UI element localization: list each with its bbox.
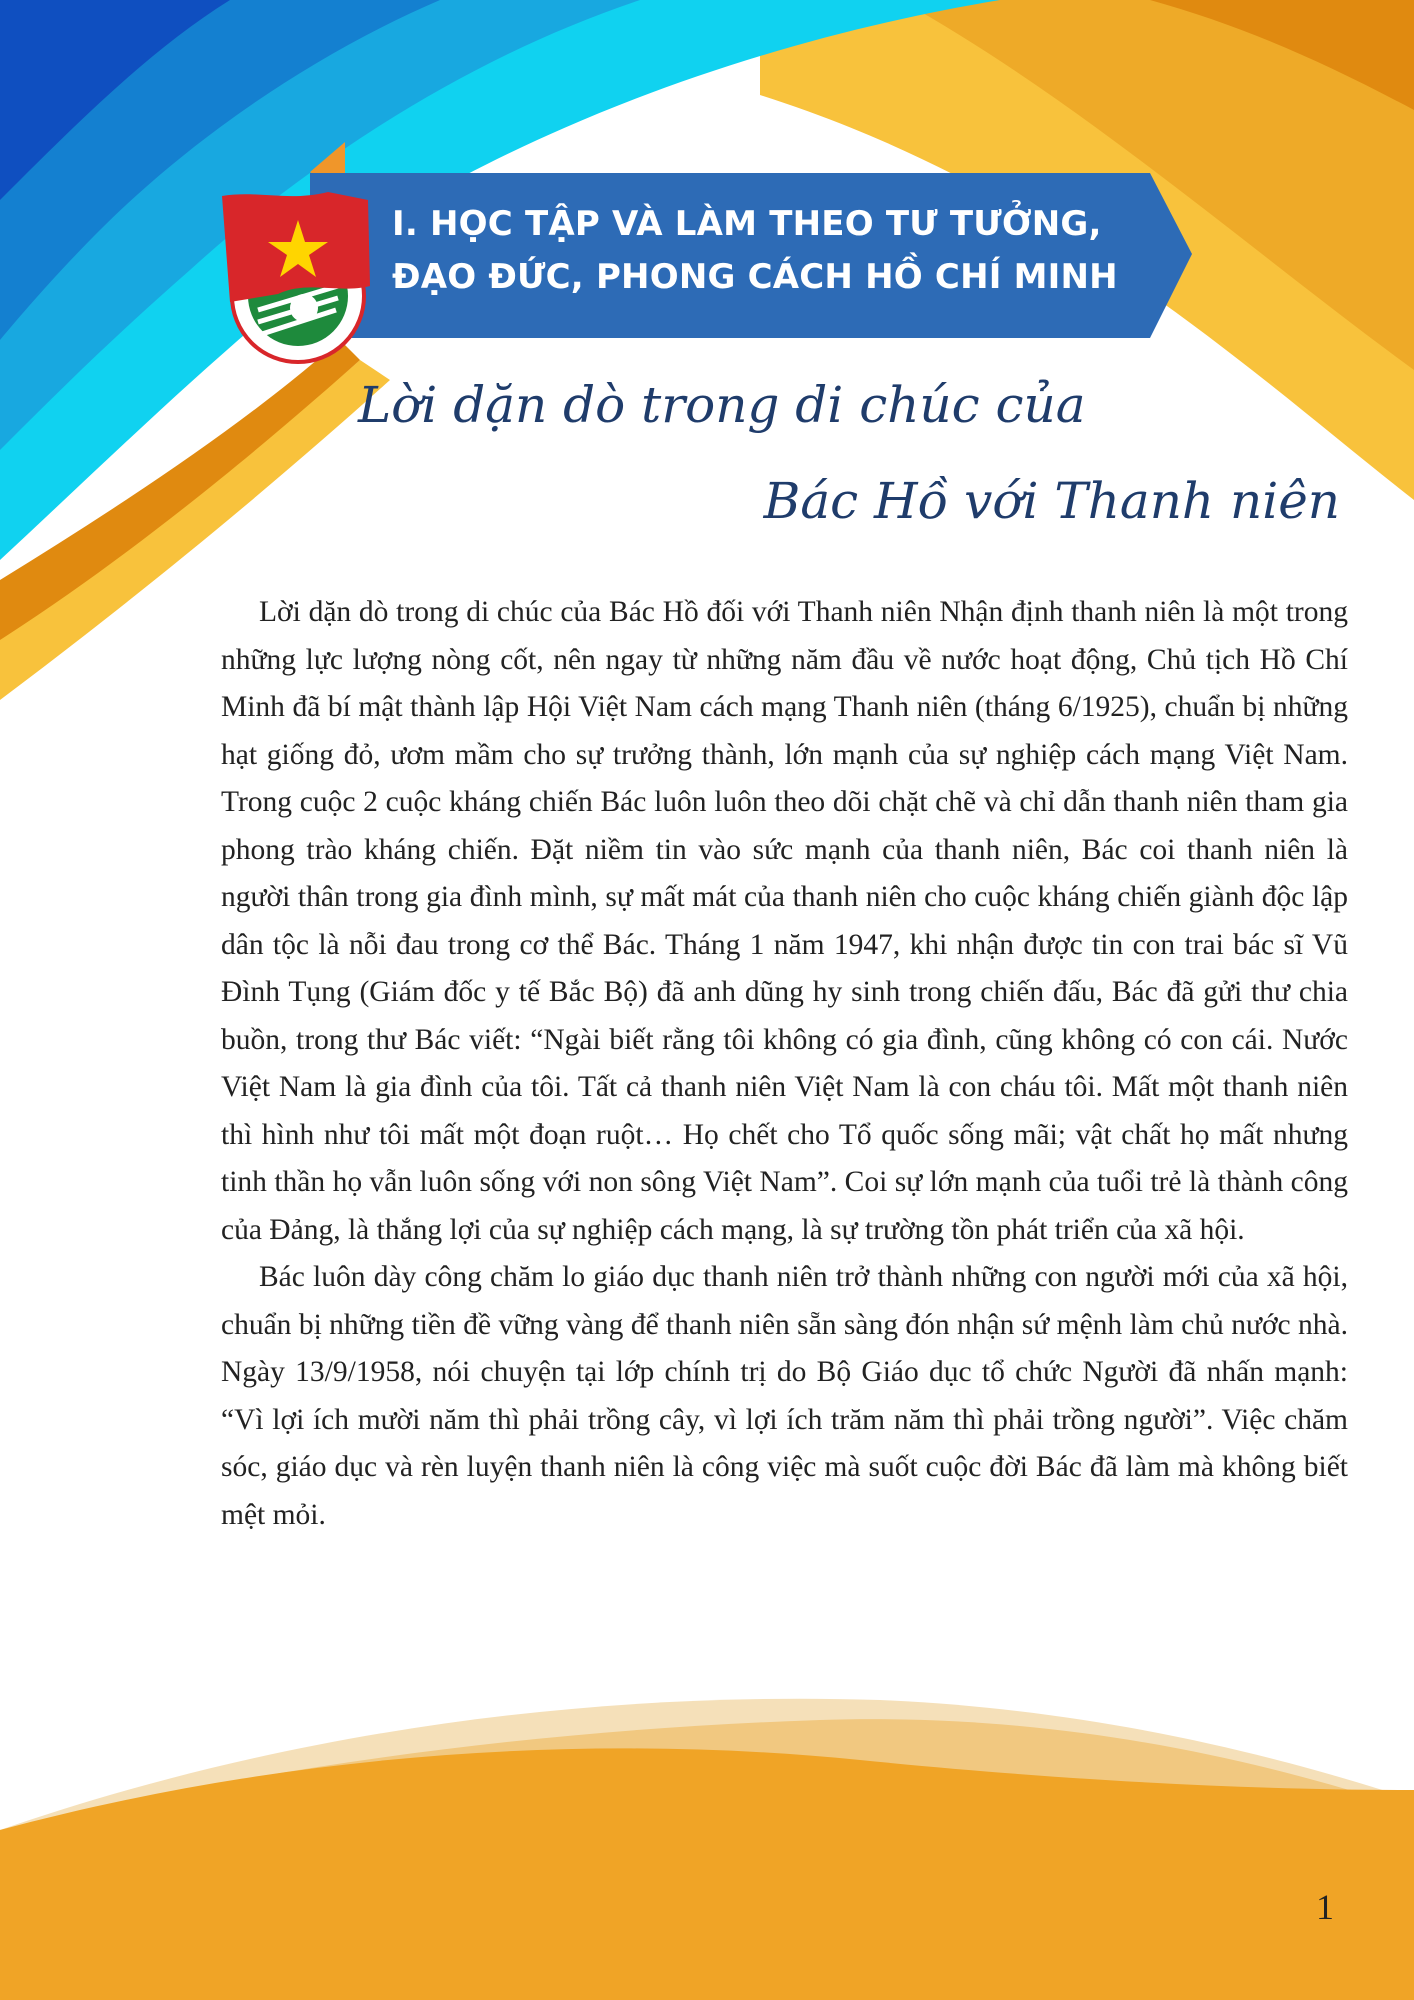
paragraph-2: Bác luôn dày công chăm lo giáo dục thanh niên trở thành những con người mới của xã hội, chuẩn bị những tiền đề vững vàng để thanh niên sẵn sàng đón nhận sứ mệnh làm chủ nước nhà. Ngày 13/9/1958, nói chuyện tại lớp chính trị do Bộ Giáo dục tổ chức Người đã nhấn mạnh: “Vì lợi ích mười năm thì phải trồng cây, vì lợi ích trăm năm thì phải trồng người”. Việc chăm sóc, giáo dục và rèn luyện thanh niên là công việc mà suốt cuộc đời Bác đã làm mà không biết mệt mỏi. [221, 1261, 1348, 1531]
youth-union-emblem [218, 190, 378, 370]
paragraph-1: Lời dặn dò trong di chúc của Bác Hồ đối với Thanh niên Nhận định thanh niên là một trong những lực lượng nòng cốt, nên ngay từ những năm đầu về nước hoạt động, Chủ tịch Hồ Chí Minh đã bí mật thành lập Hội Việt Nam cách mạng Thanh niên (tháng 6/1925), chuẩn bị những hạt giống đỏ, ươm mầm cho sự trưởng thành, lớn mạnh của sự nghiệp cách mạng Việt Nam. Trong cuộc 2 cuộc kháng chiến Bác luôn luôn theo dõi chặt chẽ và chỉ dẫn thanh niên tham gia phong trào kháng chiến. Đặt niềm tin vào sức mạnh của thanh niên, Bác coi thanh niên là người thân trong gia đình mình, sự mất mát của thanh niên cho cuộc kháng chiến giành độc lập dân tộc là nỗi đau trong cơ thể Bác. Tháng 1 năm 1947, khi nhận được tin con trai bác sĩ Vũ Đình Tụng (Giám đốc y tế Bắc Bộ) đã anh dũng hy sinh trong chiến đấu, Bác đã gửi thư chia buồn, trong thư Bác viết: “Ngài biết rằng tôi không có gia đình, cũng không có con cái. Nước Việt Nam là gia đình của tôi. Tất cả thanh niên Việt Nam là con cháu tôi. Mất một thanh niên thì hình như tôi mất một đoạn ruột… Họ chết cho Tổ quốc sống mãi; vật chất họ mất nhưng tinh thần họ vẫn luôn sống với non sông Việt Nam”. Coi sự lớn mạnh của tuổi trẻ là thành công của Đảng, là thắng lợi của sự nghiệp cách mạng, là sự trường tồn phát triển của xã hội. [221, 596, 1348, 1246]
orange-wave-bottom-main [0, 1748, 1414, 2000]
article-title-line1: Lời dặn dò trong di chúc của [358, 376, 1086, 434]
section-heading-line2: ĐẠO ĐỨC, PHONG CÁCH HỒ CHÍ MINH [392, 257, 1118, 297]
article-title-line2: Bác Hồ với Thanh niên [763, 472, 1340, 530]
article-body [221, 589, 1348, 1539]
page-number: 1 [1316, 1887, 1334, 1927]
section-heading [392, 198, 1152, 304]
section-heading-line1: I. HỌC TẬP VÀ LÀM THEO TƯ TƯỞNG, [392, 204, 1102, 244]
